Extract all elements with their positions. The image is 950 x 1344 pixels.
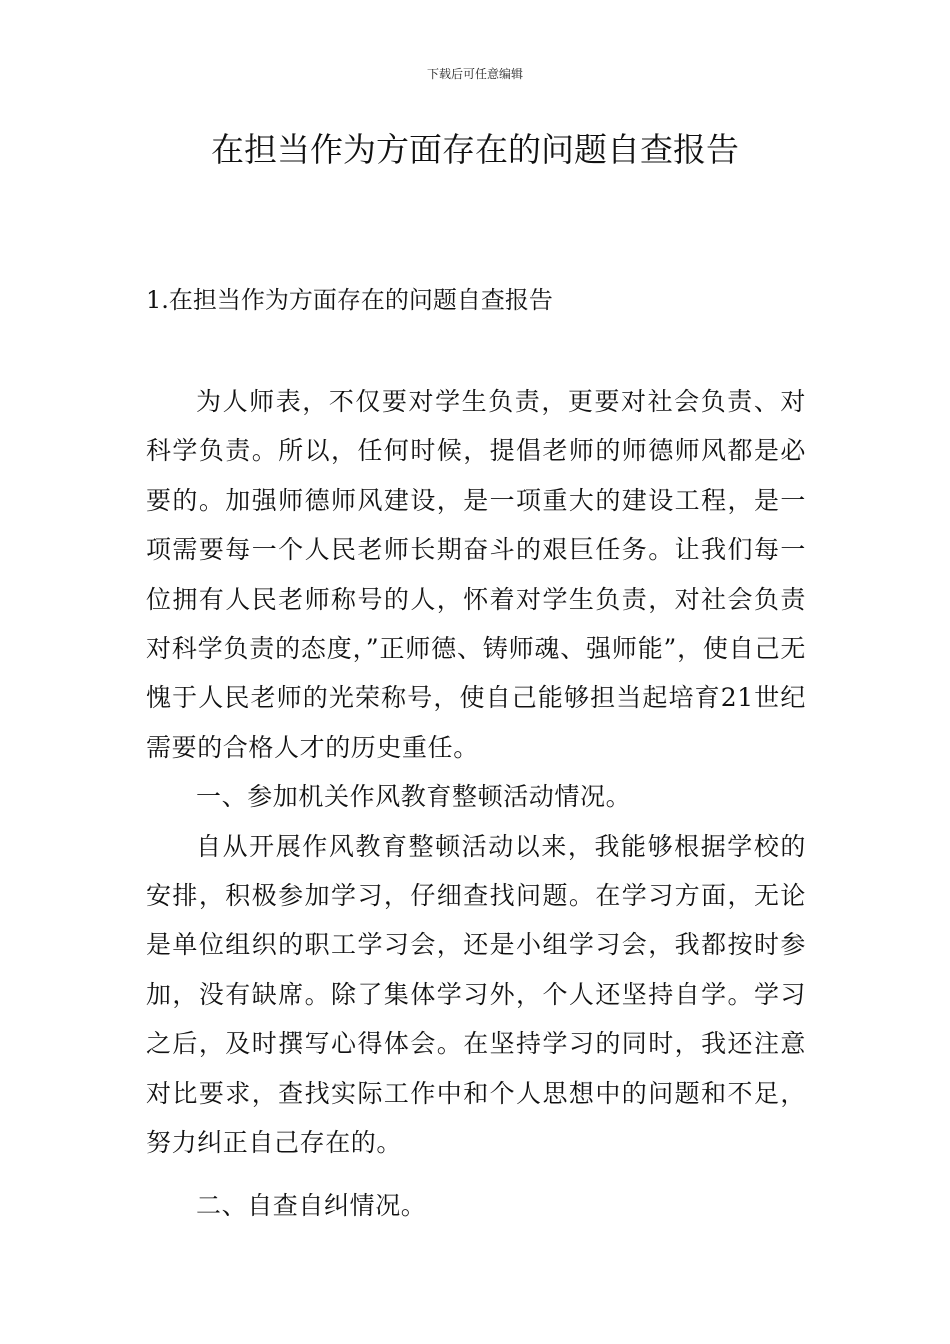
header-note: 下载后可任意编辑 <box>426 67 523 81</box>
paragraph-subheading-2: 二、自查自纠情况。 <box>196 1190 427 1220</box>
paragraph-intro: 为人师表，不仅要对学生负责，更要对社会负责、对科学负责。所以，任何时候，提倡老师的师德师风都是必要的。加强师德师风建设，是一项重大的建设工程，是一项需要每一个人民老师长期奋斗的艰巨任务。让我们每一位拥有人民老师称号的人，怀着对学生负责，对社会负责对科学负责的态度，”正师德、铸师魂、强师能”，使自己无愧于人民老师的光荣称号，使自己能够担当起培育21世纪需要的合格人才的历史重任。 <box>146 387 806 762</box>
document-body <box>146 377 806 1230</box>
paragraph-subheading-1: 一、参加机关作风教育整顿活动情况。 <box>196 782 632 812</box>
paragraph-study-situation: 自从开展作风教育整顿活动以来，我能够根据学校的安排，积极参加学习，仔细查找问题。在学习方面，无论是单位组织的职工学习会，还是小组学习会，我都按时参加，没有缺席。除了集体学习外，个人还坚持自学。学习之后，及时撰写心得体会。在坚持学习的同时，我还注意对比要求，查找实际工作中和个人思想中的问题和不足，努力纠正自己存在的。 <box>146 831 806 1158</box>
section-heading: 1.在担当作为方面存在的问题自查报告 <box>146 286 553 314</box>
document-title: 在担当作为方面存在的问题自查报告 <box>211 130 739 169</box>
